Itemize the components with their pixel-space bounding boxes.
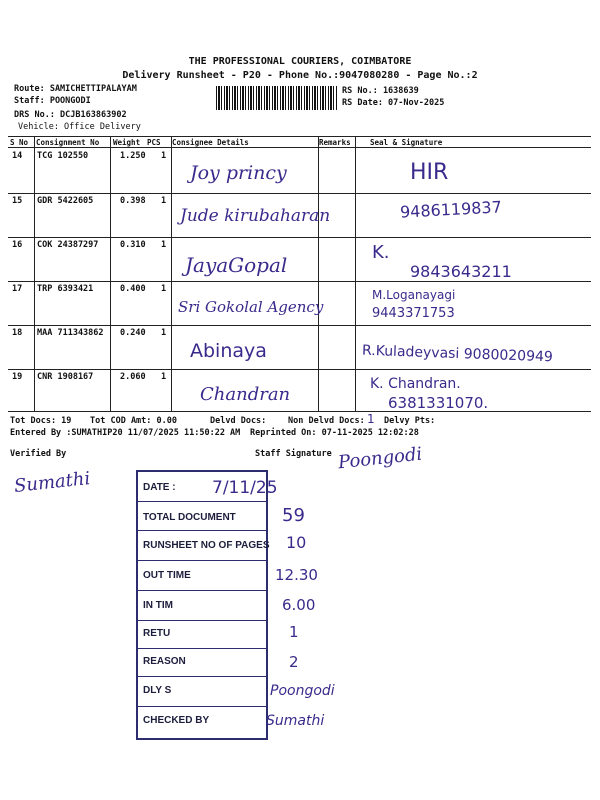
header-pcs: PCS [147, 138, 161, 147]
stamp-pages-label: RUNSHEET NO OF PAGES [143, 540, 270, 551]
stamp-in-time-label: IN TIM [143, 600, 173, 611]
row-consignment: GDR 5422605 [37, 196, 94, 206]
reprinted-on: Reprinted On: 07-11-2025 12:02:28 [250, 428, 419, 438]
row-consignment: TCG 102550 [37, 151, 89, 161]
stamp-date-value: 7/11/25 [212, 478, 278, 498]
row-sno: 14 [12, 151, 23, 161]
header-remarks: Remarks [319, 138, 351, 147]
stamp-return-value: 1 [289, 623, 299, 641]
row-pcs: 1 [161, 284, 167, 294]
stamp-checked-by-value: Sumathi [266, 713, 325, 729]
row-signature-phone: 9843643211 [410, 262, 512, 281]
stamp-reason-value: 2 [289, 653, 299, 671]
non-delivered-count: 1 [367, 412, 375, 426]
row-signature-phone: 6381331070. [388, 394, 489, 412]
row-signature: 9486119837 [399, 197, 503, 222]
stamp-return-label: RETU [143, 628, 171, 639]
stamp-total-docs-value: 59 [282, 505, 305, 526]
stamp-out-time-label: OUT TIME [143, 570, 191, 581]
row-consignee: Joy princy [190, 162, 287, 184]
row-signature: M.Loganayagi [372, 288, 456, 302]
row-sno: 19 [12, 372, 23, 382]
header-consignee: Consignee Details [172, 138, 249, 147]
row-pcs: 1 [161, 372, 167, 382]
verified-by-label: Verified By [10, 449, 67, 459]
row-signature: K. [372, 242, 390, 263]
delivery-points: Delvy Pts: [384, 416, 436, 426]
header-consignment: Consignment No [36, 138, 100, 147]
stamp-total-docs-label: TOTAL DOCUMENT [143, 512, 236, 523]
staff-signature: Poongodi [337, 443, 424, 474]
vehicle-label: Vehicle: Office Delivery [18, 122, 141, 132]
stamp-in-time-value: 6.00 [282, 596, 316, 614]
row-consignment: TRP 6393421 [37, 284, 94, 294]
rs-date: RS Date: 07-Nov-2025 [342, 98, 445, 108]
row-sno: 18 [12, 328, 23, 338]
row-sno: 17 [12, 284, 23, 294]
route-label: Route: SAMICHETTIPALAYAM [14, 84, 137, 94]
row-weight: 0.310 [120, 240, 146, 250]
row-pcs: 1 [161, 196, 167, 206]
row-weight: 0.240 [120, 328, 146, 338]
row-consignment: CNR 1908167 [37, 372, 94, 382]
row-sno: 15 [12, 196, 23, 206]
row-consignee: Abinaya [190, 340, 267, 362]
barcode [216, 86, 338, 110]
stamp-out-time-value: 12.30 [275, 566, 318, 584]
row-consignee: Chandran [200, 384, 291, 405]
row-consignment: MAA 711343862 [37, 328, 104, 338]
total-docs: Tot Docs: 19 [10, 416, 72, 426]
row-pcs: 1 [161, 328, 167, 338]
header-sno: S No [10, 138, 29, 147]
row-consignee: Sri Gokolal Agency [178, 298, 324, 316]
drs-number: DRS No.: DCJB163863902 [14, 110, 127, 120]
row-weight: 0.400 [120, 284, 146, 294]
stamp-reason-label: REASON [143, 656, 186, 667]
staff-signature-label: Staff Signature [255, 449, 332, 459]
company-title: THE PROFESSIONAL COURIERS, COIMBATORE [188, 56, 412, 67]
row-weight: 2.060 [120, 372, 146, 382]
header-weight: Weight [113, 138, 141, 147]
row-consignment: COK 24387297 [37, 240, 99, 250]
row-pcs: 1 [161, 240, 167, 250]
row-signature: K. Chandran. [370, 376, 461, 392]
rs-number: RS No.: 1638639 [342, 86, 419, 96]
total-cod: Tot COD Amt: 0.00 [90, 416, 177, 426]
row-consignee: JayaGopal [185, 253, 288, 277]
non-delivered-docs: Non Delvd Docs: [288, 416, 365, 426]
stamp-checked-by-label: CHECKED BY [143, 715, 210, 726]
verified-signature: Sumathi [13, 468, 92, 497]
row-weight: 1.250 [120, 151, 146, 161]
row-weight: 0.398 [120, 196, 146, 206]
row-consignee: Jude kirubaharan [180, 206, 331, 226]
delivery-stamp [136, 470, 268, 740]
row-signature-phone: 9443371753 [372, 306, 455, 321]
runsheet-subtitle: Delivery Runsheet - P20 - Phone No.:9047080280 - Page No.:2 [122, 70, 478, 81]
stamp-date-label: DATE : [143, 482, 176, 493]
stamp-dly-value: Poongodi [270, 683, 335, 699]
header-signature: Seal & Signature [370, 138, 443, 147]
row-sno: 16 [12, 240, 23, 250]
stamp-pages-value: 10 [286, 533, 307, 552]
row-signature: HIR [410, 160, 449, 185]
staff-label: Staff: POONGODI [14, 96, 91, 106]
stamp-dly-label: DLY S [143, 685, 172, 696]
entered-by: Entered By :SUMATHIP20 11/07/2025 11:50:22 AM [10, 428, 241, 438]
row-signature: R.Kuladeyvasi 9080020949 [361, 342, 554, 366]
row-pcs: 1 [161, 151, 167, 161]
delivered-docs: Delvd Docs: [210, 416, 267, 426]
